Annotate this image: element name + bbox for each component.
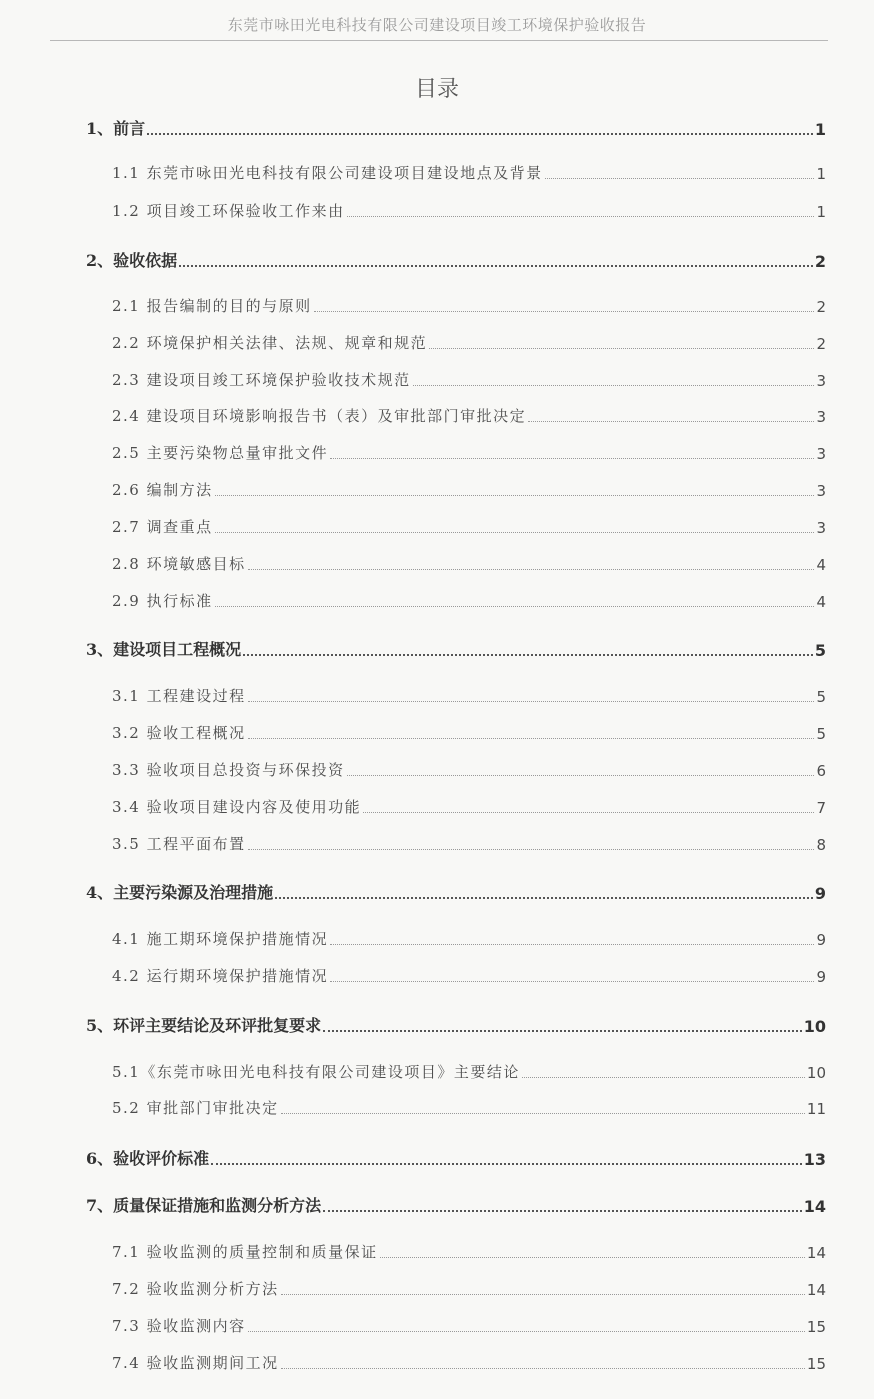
page-title: 目录 [414, 77, 459, 102]
dot-leader [215, 495, 815, 496]
toc-entry-3-1[interactable] [112, 685, 826, 706]
toc-entry-7-2[interactable] [112, 1278, 826, 1299]
toc-entry-page: 1 [814, 120, 826, 139]
toc-entry-page: 10 [806, 1064, 826, 1082]
toc-entry-7[interactable] [86, 1193, 826, 1216]
toc-entry-page: 3 [816, 482, 826, 500]
toc-entry-page: 14 [806, 1281, 826, 1299]
dot-leader [281, 1294, 805, 1295]
dot-leader [248, 738, 815, 739]
dot-leader [179, 265, 813, 267]
dot-leader [281, 1113, 805, 1114]
toc-entry-label: 2.8 环境敏感目标 [112, 555, 246, 573]
toc-entry-page: 2 [816, 335, 826, 353]
header-divider [50, 40, 828, 41]
dot-leader [330, 981, 814, 982]
toc-entry-3[interactable] [86, 637, 826, 660]
toc-entry-3-5[interactable] [112, 833, 826, 854]
running-header: 东莞市咏田光电科技有限公司建设项目竣工环境保护验收报告 [227, 16, 647, 34]
toc-entry-page: 15 [806, 1318, 826, 1336]
toc-entry-label: 2.9 执行标准 [112, 592, 213, 610]
toc-entry-3-4[interactable] [112, 796, 826, 817]
dot-leader [275, 897, 813, 899]
dot-leader [522, 1077, 805, 1078]
dot-leader [429, 348, 814, 349]
toc-entry-label: 2.5 主要污染物总量审批文件 [112, 444, 329, 462]
toc-entry-label: 7.3 验收监测内容 [112, 1317, 246, 1335]
toc-entry-2[interactable] [86, 248, 826, 271]
toc-entry-page: 5 [816, 725, 826, 743]
toc-entry-4-1[interactable] [112, 928, 826, 949]
toc-entry-label: 7.4 验收监测期间工况 [112, 1354, 279, 1372]
toc-entry-page: 11 [806, 1100, 826, 1118]
dot-leader [281, 1368, 805, 1369]
dot-leader [248, 849, 815, 850]
dot-leader [347, 775, 815, 776]
dot-leader [215, 606, 815, 607]
dot-leader [528, 421, 814, 422]
toc-entry-1-2[interactable] [112, 200, 826, 221]
dot-leader [323, 1210, 802, 1212]
toc-entry-2-4[interactable] [112, 405, 826, 426]
dot-leader [147, 133, 813, 135]
dot-leader [323, 1030, 802, 1032]
toc-entry-page: 2 [816, 298, 826, 316]
toc-entry-2-7[interactable] [112, 516, 826, 537]
dot-leader [248, 569, 815, 570]
dot-leader [380, 1257, 805, 1258]
toc-entry-7-3[interactable] [112, 1315, 826, 1336]
toc-entry-label: 1.1 东莞市咏田光电科技有限公司建设项目建设地点及背景 [112, 164, 543, 182]
toc-entry-page: 13 [803, 1150, 826, 1169]
toc-entry-2-1[interactable] [112, 295, 826, 316]
toc-entry-label: 7、质量保证措施和监测分析方法 [86, 1196, 322, 1215]
toc-entry-page: 8 [816, 836, 826, 854]
toc-entry-label: 7.1 验收监测的质量控制和质量保证 [112, 1243, 378, 1261]
toc-entry-label: 2.2 环境保护相关法律、法规、规章和规范 [112, 334, 428, 352]
toc-entry-label: 2、验收依据 [86, 251, 178, 270]
toc-entry-7-4[interactable] [112, 1352, 826, 1373]
toc-entry-4-2[interactable] [112, 965, 826, 986]
toc-entry-label: 5、环评主要结论及环评批复要求 [86, 1016, 322, 1035]
dot-leader [363, 812, 814, 813]
toc-entry-page: 5 [814, 641, 826, 660]
toc-entry-2-9[interactable] [112, 590, 826, 611]
toc-entry-page: 10 [803, 1017, 826, 1036]
toc-entry-label: 3.2 验收工程概况 [112, 724, 246, 742]
toc-entry-1[interactable] [86, 116, 826, 139]
toc-entry-page: 14 [806, 1244, 826, 1262]
toc-entry-label: 4、主要污染源及治理措施 [86, 883, 274, 902]
dot-leader [215, 532, 815, 533]
toc-entry-5-2[interactable] [112, 1097, 826, 1118]
dot-leader [545, 178, 815, 179]
toc-entry-2-8[interactable] [112, 553, 826, 574]
toc-entry-page: 4 [816, 593, 826, 611]
toc-entry-label: 4.2 运行期环境保护措施情况 [112, 967, 329, 985]
toc-entry-page: 3 [816, 372, 826, 390]
toc-entry-label: 4.1 施工期环境保护措施情况 [112, 930, 329, 948]
toc-entry-page: 2 [814, 252, 826, 271]
toc-entry-2-5[interactable] [112, 442, 826, 463]
toc-entry-6[interactable] [86, 1146, 826, 1169]
toc-entry-page: 4 [816, 556, 826, 574]
toc-entry-3-2[interactable] [112, 722, 826, 743]
toc-entry-page: 9 [816, 968, 826, 986]
toc-entry-label: 3.5 工程平面布置 [112, 835, 246, 853]
toc-entry-label: 2.1 报告编制的目的与原则 [112, 297, 312, 315]
toc-entry-label: 3、建设项目工程概况 [86, 640, 242, 659]
toc-entry-3-3[interactable] [112, 759, 826, 780]
toc-entry-1-1[interactable] [112, 162, 826, 183]
toc-entry-4[interactable] [86, 880, 826, 903]
toc-entry-page: 15 [806, 1355, 826, 1373]
toc-entry-7-1[interactable] [112, 1241, 826, 1262]
toc-entry-label: 5.2 审批部门审批决定 [112, 1099, 279, 1117]
toc-entry-2-3[interactable] [112, 369, 826, 390]
toc-entry-5-1[interactable] [112, 1061, 826, 1082]
dot-leader [314, 311, 815, 312]
toc-entry-page: 9 [816, 931, 826, 949]
toc-entry-label: 2.4 建设项目环境影响报告书（表）及审批部门审批决定 [112, 407, 527, 425]
toc-entry-5[interactable] [86, 1013, 826, 1036]
toc-entry-label: 2.3 建设项目竣工环境保护验收技术规范 [112, 371, 411, 389]
toc-entry-label: 7.2 验收监测分析方法 [112, 1280, 279, 1298]
dot-leader [330, 458, 814, 459]
toc-entry-page: 3 [816, 445, 826, 463]
toc-entry-label: 3.3 验收项目总投资与环保投资 [112, 761, 345, 779]
toc-entry-page: 3 [816, 519, 826, 537]
dot-leader [248, 701, 815, 702]
toc-entry-label: 2.6 编制方法 [112, 481, 213, 499]
dot-leader [248, 1331, 805, 1332]
toc-entry-label: 3.1 工程建设过程 [112, 687, 246, 705]
toc-entry-page: 1 [816, 165, 826, 183]
toc-entry-label: 1.2 项目竣工环保验收工作来由 [112, 202, 345, 220]
toc-entry-label: 2.7 调查重点 [112, 518, 213, 536]
toc-entry-2-2[interactable] [112, 332, 826, 353]
dot-leader [330, 944, 814, 945]
toc-entry-page: 1 [816, 203, 826, 221]
dot-leader [211, 1163, 802, 1165]
toc-entry-page: 14 [803, 1197, 826, 1216]
dot-leader [347, 216, 815, 217]
toc-entry-page: 3 [816, 408, 826, 426]
toc-entry-page: 9 [814, 884, 826, 903]
toc-entry-label: 5.1《东莞市咏田光电科技有限公司建设项目》主要结论 [112, 1063, 520, 1081]
toc-entry-label: 3.4 验收项目建设内容及使用功能 [112, 798, 362, 816]
toc-entry-label: 6、验收评价标准 [86, 1149, 210, 1168]
dot-leader [413, 385, 815, 386]
dot-leader [243, 654, 813, 656]
toc-entry-label: 1、前言 [86, 119, 146, 138]
toc-entry-page: 6 [816, 762, 826, 780]
toc-entry-2-6[interactable] [112, 479, 826, 500]
toc-entry-page: 7 [816, 799, 826, 817]
toc-entry-page: 5 [816, 688, 826, 706]
